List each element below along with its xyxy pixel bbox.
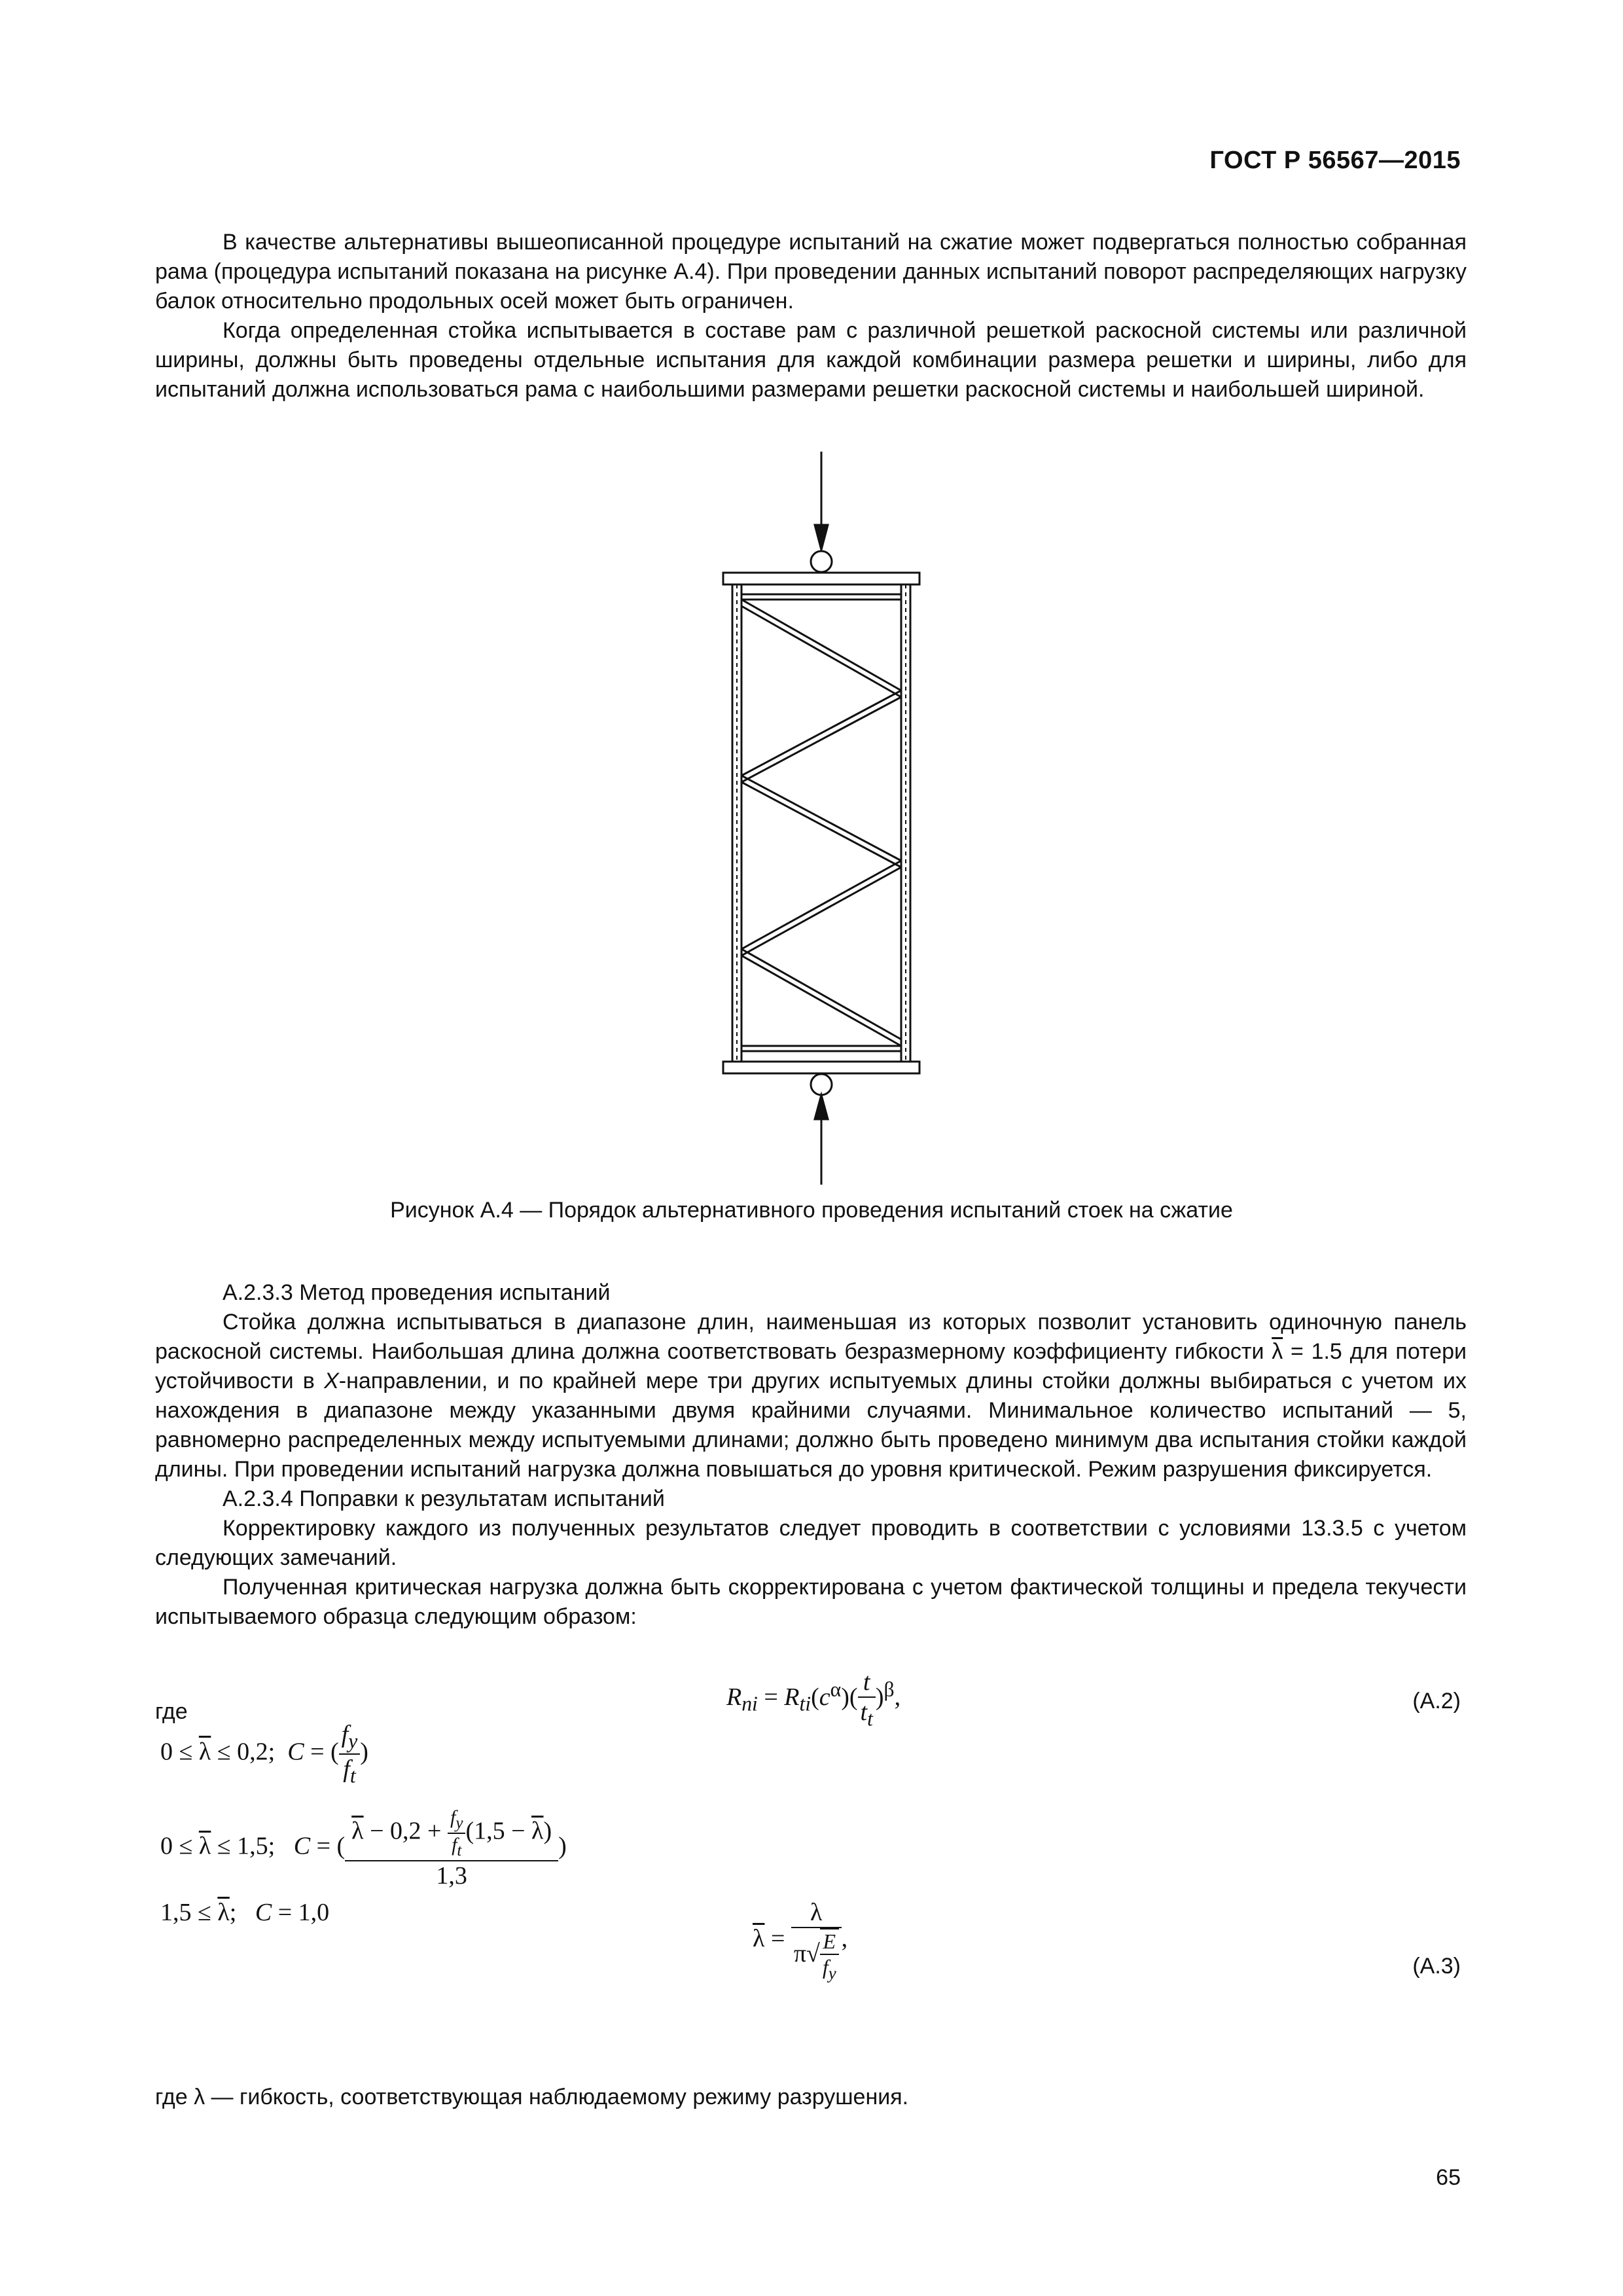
top-load-plate xyxy=(723,573,919,584)
formula-a2: $R_{ni} = R_{ti}(c^\alpha)$( $\frac{t}{t_t}$ )$^\beta$, xyxy=(726,1668,901,1731)
where-label: где xyxy=(155,1699,188,1724)
intro-paragraph: Когда определенная стойка испытывается в составе рам с различной решеткой раскосной системы или различной ширины, должны быть проведены отдельные испытания для каждой комбинации размера решетки и ширины, либо для испытаний должна использоваться рама с наибольшими размерами решетки раскосной системы и наибольшей шириной. xyxy=(155,318,1467,402)
figure-caption: Рисунок А.4 — Порядок альтернативного проведения испытаний стоек на сжатие xyxy=(390,1198,1233,1223)
condition-2: $0 \le \overline{\lambda} \le 1,5$; C = ( $\overline{\lambda} - 0,2$ + $\frac{f_y}{f_t}$ $(1,5 - \overline{\lambda})$ 1,3 ) xyxy=(160,1806,567,1890)
formula-a3: $\overline{\lambda}$ = λ π√ $\frac{E}{f_y}$ , xyxy=(753,1899,848,1983)
section-heading-a234: А.2.3.4 Поправки к результатам испытаний xyxy=(223,1486,665,1511)
page-number: 65 xyxy=(1436,2165,1461,2190)
section-a234-para1: Корректировку каждого из полученных результатов следует проводить в соответствии с условиями 13.3.5 с учетом следующих замечаний. xyxy=(155,1516,1467,1570)
formula-a2-number: (А.2) xyxy=(1412,1689,1461,1713)
section-a234-para2: Полученная критическая нагрузка должна быть скорректирована с учетом фактической толщины и предела текучести испытываемого образца следующим образом: xyxy=(155,1575,1467,1629)
top-hinge-circle xyxy=(811,551,832,572)
intro-text xyxy=(155,228,1467,404)
section-a233-body: Стойка должна испытываться в диапазоне длин, наименьшая из которых позволит установить одиночную панель раскосной системы. Наибольшая длина должна соответствовать безразмерному коэффициенту гибкости $\overline{\lambda} = 1.5$ для потери устойчивости в X-направлении, и по крайней мере три других испытуемых длины стойки должны выбираться с учетом их нахождения в диапазоне между указанными двумя крайними случаями. Минимальное количество испытаний — 5, равномерно распределенных между испытуемыми длинами; должно быть проведено минимум два испытания стойки каждой длины. При проведении испытаний нагрузка должна повышаться до уровня критической. Режим разрушения фиксируется. xyxy=(155,1310,1467,1482)
top-load-arrow-head xyxy=(815,525,828,550)
lambda-definition: где λ — гибкость, соответствующая наблюдаемому режиму разрушения. xyxy=(155,2085,909,2109)
figure-a4-frame-drawing xyxy=(684,452,959,1185)
standard-header: ГОСТ Р 56567—2015 xyxy=(1209,147,1461,174)
intro-paragraph: В качестве альтернативы вышеописанной процедуре испытаний на сжатие может подвергаться полностью собранная рама (процедура испытаний показана на рисунке А.4). При проведении данных испытаний поворот распределяющих нагрузку балок относительно продольных осей может быть ограничен. xyxy=(155,230,1467,314)
condition-3: $1,5 \le \overline{\lambda}$; C = 1,0 xyxy=(160,1899,330,1926)
section-text xyxy=(155,1278,1467,1632)
bottom-load-arrow-head xyxy=(815,1095,828,1119)
formula-a3-number: (А.3) xyxy=(1412,1954,1461,1979)
section-heading-a233: А.2.3.3 Метод проведения испытаний xyxy=(223,1280,611,1305)
lambda-bar-symbol: $\overline{\lambda}$ xyxy=(1272,1339,1283,1364)
diagonal-bracing xyxy=(741,600,901,1046)
bottom-load-plate xyxy=(723,1062,919,1073)
condition-1: $0 \le \overline{\lambda} \le 0,2$; C = ( $\frac{f_y}{f_t}$ ) xyxy=(160,1721,368,1787)
